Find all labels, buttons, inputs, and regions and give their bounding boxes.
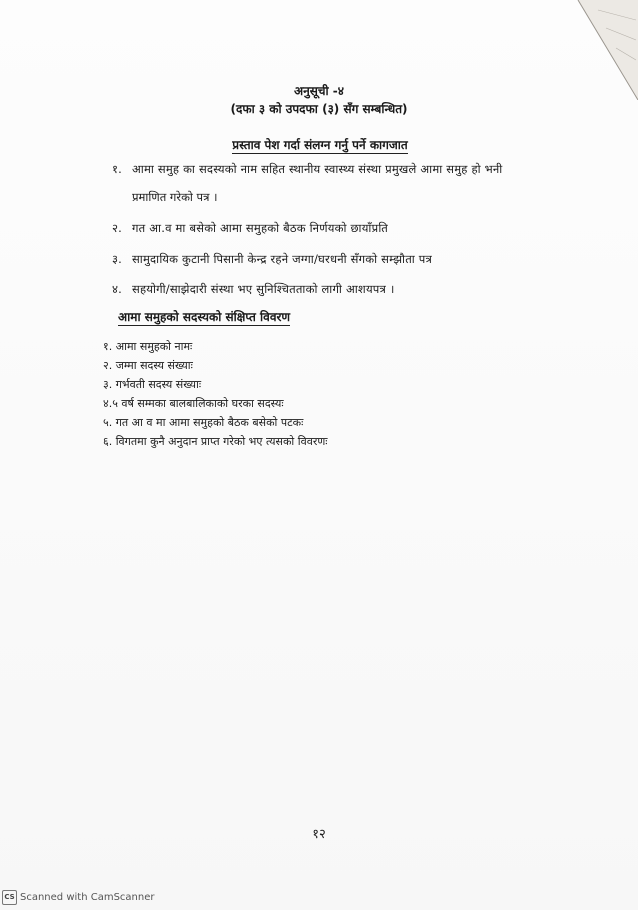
schedule-reference: (दफा ३ को उपदफा (३) सँग सम्बन्धित) xyxy=(230,102,408,116)
brief-item: १. आमा समुहको नामः xyxy=(103,340,193,353)
brief-item: ६. विगतमा कुनै अनुदान प्राप्त गरेको भए त्यसको विवरणः xyxy=(103,435,328,448)
document-item: ४. सहयोगी/साझेदारी संस्था भए सुनिश्चितताको लागी आशयपत्र । xyxy=(112,282,395,296)
document-item: ३. सामुदायिक कुटानी पिसानी केन्द्र रहने जग्गा/घरधनी सँगको सम्झौता पत्र xyxy=(112,252,433,266)
scanner-watermark-text: Scanned with CamScanner xyxy=(20,892,155,903)
schedule-title: अनुसूची -४ xyxy=(293,84,345,98)
document-item: २. गत आ.व मा बसेको आमा समुहको बैठक निर्णयको छायाँप्रति xyxy=(112,221,389,235)
page-number: १२ xyxy=(312,827,326,842)
document-item: १. आमा समुह का सदस्यको नाम सहित स्थानीय स्वास्थ्य संस्था प्रमुखले आमा समुह हो भनी xyxy=(112,162,503,176)
brief-item: ४.५ वर्ष सम्मका बालबालिकाको घरका सदस्यः xyxy=(103,397,284,410)
scanner-watermark xyxy=(2,890,155,905)
brief-item: २. जम्मा सदस्य संख्याः xyxy=(103,359,193,372)
document-item-continuation: प्रमाणित गरेको पत्र । xyxy=(132,190,218,204)
camscanner-logo-icon: CS xyxy=(2,890,17,905)
documents-title: प्रस्ताव पेश गर्दा संलग्न गर्नु पर्ने कागजात xyxy=(232,138,408,152)
brief-item: ५. गत आ व मा आमा समुहको बैठक बसेको पटकः xyxy=(103,416,304,429)
brief-title: आमा समुहको सदस्यको संक्षिप्त विवरण xyxy=(118,310,291,324)
brief-item: ३. गर्भवती सदस्य संख्याः xyxy=(103,378,202,391)
